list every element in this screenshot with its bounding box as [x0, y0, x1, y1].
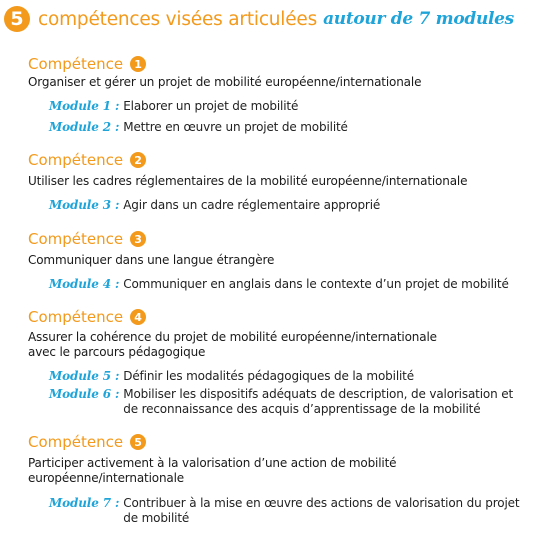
- competence-number-badge: 5: [130, 434, 146, 450]
- module-label: Module 7 :: [49, 496, 120, 510]
- module-text: Définir les modalités pédagogiques de la mobilité: [123, 369, 414, 383]
- module-label: Module 3 :: [49, 198, 120, 212]
- module-text: Mettre en œuvre un projet de mobilité: [123, 120, 348, 134]
- header-title: compétences visées articulées: [38, 8, 318, 30]
- module-label: Module 6 :: [49, 387, 120, 401]
- module-6: [49, 387, 529, 417]
- competence-label: Compétence: [28, 433, 124, 451]
- competence-3-title: [28, 230, 146, 248]
- page-header: [4, 4, 514, 34]
- module-5: [49, 369, 529, 384]
- competence-1-description: Organiser et gérer un projet de mobilité européenne/internationale: [28, 75, 422, 89]
- competence-label: Compétence: [28, 55, 124, 73]
- module-3: [49, 198, 529, 213]
- module-text: Communiquer en anglais dans le contexte d’un projet de mobilité: [123, 277, 509, 291]
- module-text: Contribuer à la mise en œuvre des actions de valorisation du projet de mobilité: [123, 496, 520, 525]
- module-text: Mobiliser les dispositifs adéquats de description, de valorisation et de reconnaissance des acquis d’apprentissage de la mobilité: [123, 387, 514, 416]
- competence-label: Compétence: [28, 230, 124, 248]
- competence-5-title: [28, 433, 146, 451]
- module-label: Module 5 :: [49, 369, 120, 383]
- competence-label: Compétence: [28, 151, 124, 169]
- count-badge: 5: [4, 6, 30, 32]
- competence-5-description: Participer activement à la valorisation d’une action de mobilité européenne/internationale: [28, 456, 397, 485]
- competence-2-description: Utiliser les cadres réglementaires de la mobilité européenne/internationale: [28, 174, 468, 188]
- module-label: Module 4 :: [49, 277, 120, 291]
- competence-number-badge: 2: [130, 152, 146, 168]
- competence-number-badge: 4: [130, 309, 146, 325]
- module-text: Elaborer un projet de mobilité: [123, 99, 299, 113]
- module-4: [49, 277, 529, 292]
- competence-4-title: [28, 308, 146, 326]
- module-2: [49, 120, 529, 135]
- module-text: Agir dans un cadre réglementaire approprié: [123, 198, 381, 212]
- module-1: [49, 99, 529, 114]
- competence-2-title: [28, 151, 146, 169]
- competence-number-badge: 3: [130, 231, 146, 247]
- competence-1-title: [28, 55, 146, 73]
- module-7: [49, 496, 529, 526]
- competence-number-badge: 1: [130, 56, 146, 72]
- competence-label: Compétence: [28, 308, 124, 326]
- module-label: Module 2 :: [49, 120, 120, 134]
- module-label: Module 1 :: [49, 99, 120, 113]
- header-accent: autour de 7 modules: [323, 9, 514, 29]
- competence-4-description: Assurer la cohérence du projet de mobilité européenne/internationale avec le parcours pédagogique: [28, 330, 437, 359]
- competence-3-description: Communiquer dans une langue étrangère: [28, 253, 275, 267]
